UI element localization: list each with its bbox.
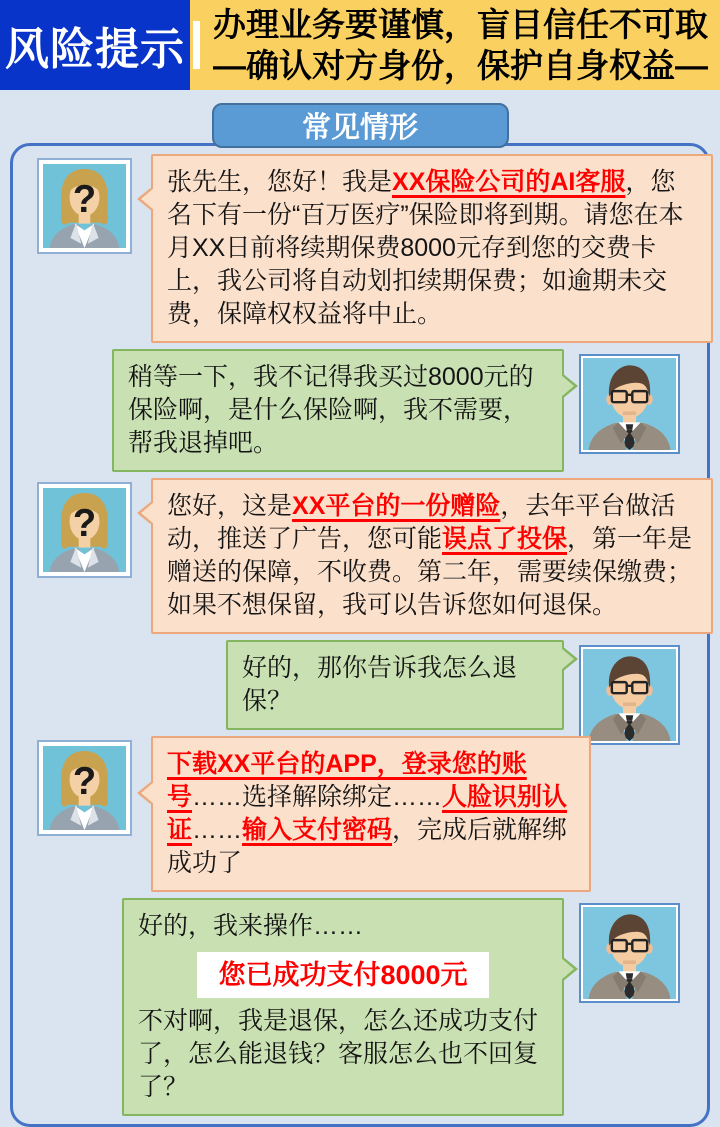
chat-message: [13, 154, 707, 343]
section-title-pill: 常见情形: [212, 103, 509, 148]
plain-text: ，您名下有一份“百万医疗”保险即将到期。请您在本月XX日前将续期保费8000元存到您的交费卡上，我公司将自动划扣续期保费；如逾期未交费，保障权权益将中止。: [167, 168, 684, 328]
message-text: [138, 910, 548, 943]
chat-bubble: [112, 349, 564, 472]
svg-text:?: ?: [72, 177, 97, 221]
chat-message: [13, 478, 707, 634]
scammer-avatar: [37, 740, 132, 836]
chat-bubble: [226, 640, 564, 730]
message-text: [138, 1005, 548, 1104]
victim-avatar: [579, 645, 680, 745]
chat-area: [13, 154, 707, 1116]
chat-message: [13, 898, 707, 1116]
payment-success-notice: 您已成功支付8000元: [197, 952, 489, 998]
content-panel: [10, 143, 710, 1127]
scammer-avatar: [37, 482, 132, 578]
plain-text: 稍等一下，我不记得我买过8000元的保险啊，是什么保险啊，我不需要，帮我退掉吧。: [128, 363, 534, 457]
svg-text:?: ?: [72, 759, 97, 803]
plain-text: 好的，那你告诉我怎么退保？: [242, 654, 518, 715]
scammer-illustration: [43, 488, 126, 572]
victim-illustration: [583, 649, 676, 741]
scammer-avatar: [37, 158, 132, 254]
plain-text: 张先生，您好！我是: [167, 168, 393, 196]
plain-text: ……选择解除绑定……: [192, 783, 443, 811]
highlighted-text: 误点了投保: [442, 525, 568, 553]
victim-illustration: [583, 358, 676, 450]
highlighted-text: XX保险公司的AI客服: [392, 168, 626, 196]
chat-bubble: [151, 478, 713, 634]
chat-bubble: [122, 898, 564, 1116]
chat-message: [13, 349, 707, 472]
risk-warning-badge: 风险提示: [0, 0, 190, 90]
highlighted-text: 人脸识别认证: [167, 783, 568, 844]
highlighted-text: 下载XX平台的APP，登录您的账号: [167, 750, 527, 811]
scammer-illustration: [43, 164, 126, 248]
plain-text: 您好，这是: [167, 492, 293, 520]
divider-bar: [193, 21, 200, 69]
plain-text: 好的，我来操作……: [138, 912, 364, 940]
message-text: [167, 748, 575, 880]
headline-banner: [190, 0, 720, 90]
plain-text: ，去年平台做活动，推送了广告，您可能: [167, 492, 676, 553]
chat-message: [13, 640, 707, 730]
message-text: [128, 361, 548, 460]
chat-bubble: [151, 736, 591, 892]
chat-bubble: [151, 154, 713, 343]
plain-text: ……: [192, 816, 243, 844]
message-text: [167, 490, 697, 622]
section-title-wrap: [0, 103, 720, 148]
header-banner: [0, 0, 720, 90]
chat-message: [13, 736, 707, 892]
highlighted-text: XX平台的一份赠险: [292, 492, 501, 520]
victim-avatar: [579, 354, 680, 454]
message-text: [167, 166, 697, 331]
plain-text: ，完成后就解绑成功了: [167, 816, 568, 877]
headline-line2: —确认对方身份，保护自身权益—: [213, 47, 708, 84]
plain-text: 不对啊，我是退保，怎么还成功支付了，怎么能退钱？客服怎么也不回复了？: [138, 1007, 539, 1101]
victim-illustration: [583, 907, 676, 999]
message-text: [242, 652, 548, 718]
scammer-illustration: [43, 746, 126, 830]
svg-text:?: ?: [72, 501, 97, 545]
highlighted-text: 输入支付密码: [242, 816, 393, 844]
headline-line1: 办理业务要谨慎，盲目信任不可取: [213, 6, 708, 43]
victim-avatar: [579, 903, 680, 1003]
headline-text: [213, 4, 708, 86]
plain-text: ，第一年是赠送的保障，不收费。第二年，需要续保缴费；如果不想保留，我可以告诉您如何退保。: [167, 525, 693, 619]
